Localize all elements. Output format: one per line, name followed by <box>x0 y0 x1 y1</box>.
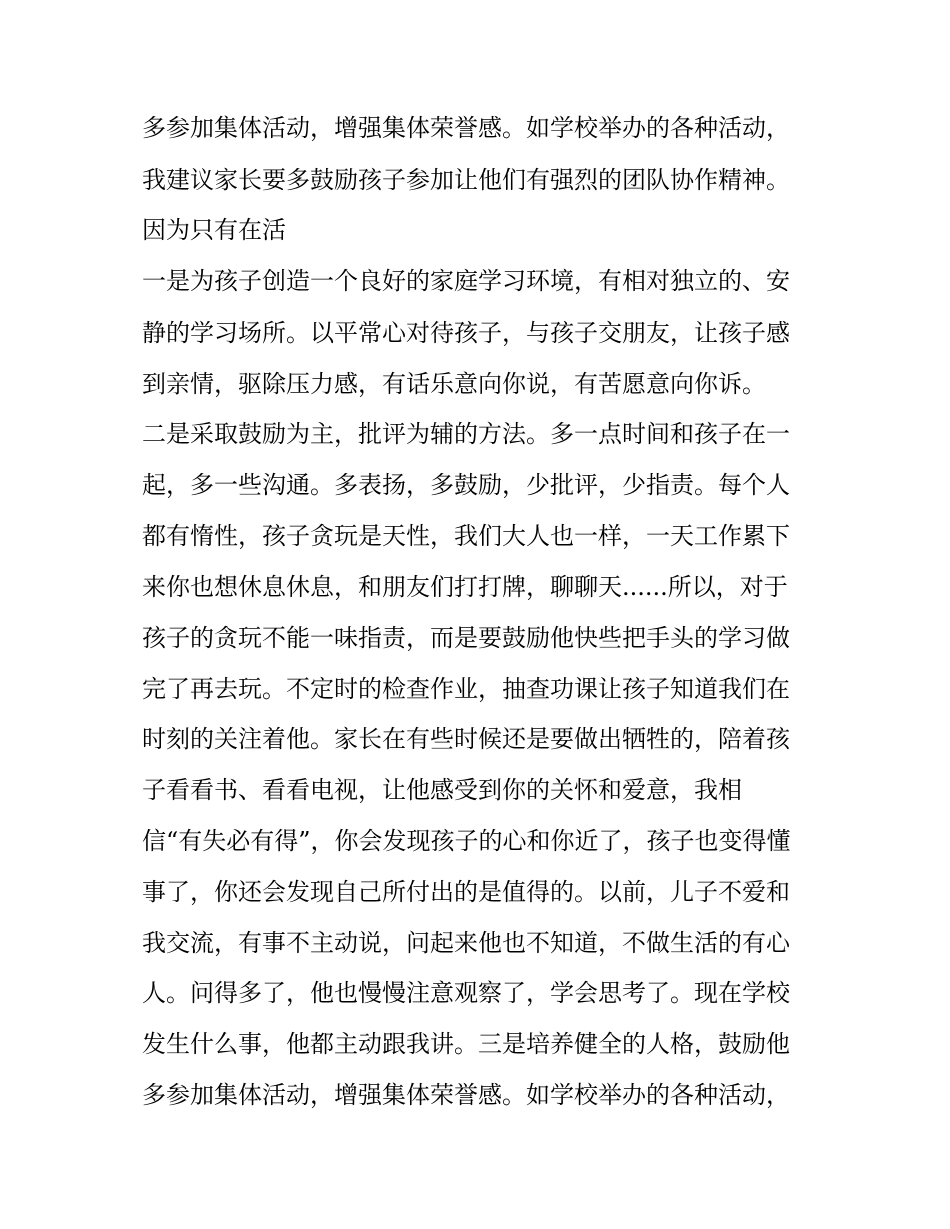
text-line: 子看看书、看看电视，让他感受到你的关怀和爱意，我相 <box>142 776 742 804</box>
text-line: 事了，你还会发现自己所付出的是值得的。以前，儿子不爱和 <box>142 878 790 906</box>
text-line: 静的学习场所。以平常心对待孩子，与孩子交朋友，让孩子感 <box>142 319 790 347</box>
text-line: 一是为孩子创造一个良好的家庭学习环境，有相对独立的、安 <box>142 267 790 295</box>
text-line: 多参加集体活动，增强集体荣誉感。如学校举办的各种活动， <box>142 1081 790 1109</box>
text-line: 人。问得多了，他也慢慢注意观察了，学会思考了。现在学校 <box>142 979 790 1007</box>
text-line: 时刻的关注着他。家长在有些时候还是要做出牺牲的，陪着孩 <box>142 725 790 753</box>
text-line: 我交流，有事不主动说，问起来他也不知道，不做生活的有心 <box>142 929 790 957</box>
text-line: 来你也想休息休息，和朋友们打打牌，聊聊天......所以，对于 <box>142 573 788 601</box>
text-line: 孩子的贪玩不能一味指责，而是要鼓励他快些把手头的学习做 <box>142 624 790 652</box>
text-line: 多参加集体活动，增强集体荣誉感。如学校举办的各种活动， <box>142 114 790 142</box>
text-line: 信“有失必有得”，你会发现孩子的心和你近了，孩子也变得懂 <box>142 827 791 855</box>
text-line: 二是采取鼓励为主，批评为辅的方法。多一点时间和孩子在一 <box>142 420 790 448</box>
text-line: 我建议家长要多鼓励孩子参加让他们有强烈的团队协作精神。 <box>142 166 790 194</box>
text-line: 到亲情，驱除压力感，有话乐意向你说，有苦愿意向你诉。 <box>142 370 766 398</box>
text-line: 因为只有在活 <box>142 216 286 244</box>
text-line: 完了再去玩。不定时的检查作业，抽查功课让孩子知道我们在 <box>142 675 790 703</box>
text-line: 发生什么事，他都主动跟我讲。三是培养健全的人格，鼓励他 <box>142 1030 790 1058</box>
text-line: 都有惰性，孩子贪玩是天性，我们大人也一样，一天工作累下 <box>142 522 790 550</box>
text-line: 起，多一些沟通。多表扬，多鼓励，少批评，少指责。每个人 <box>142 471 790 499</box>
